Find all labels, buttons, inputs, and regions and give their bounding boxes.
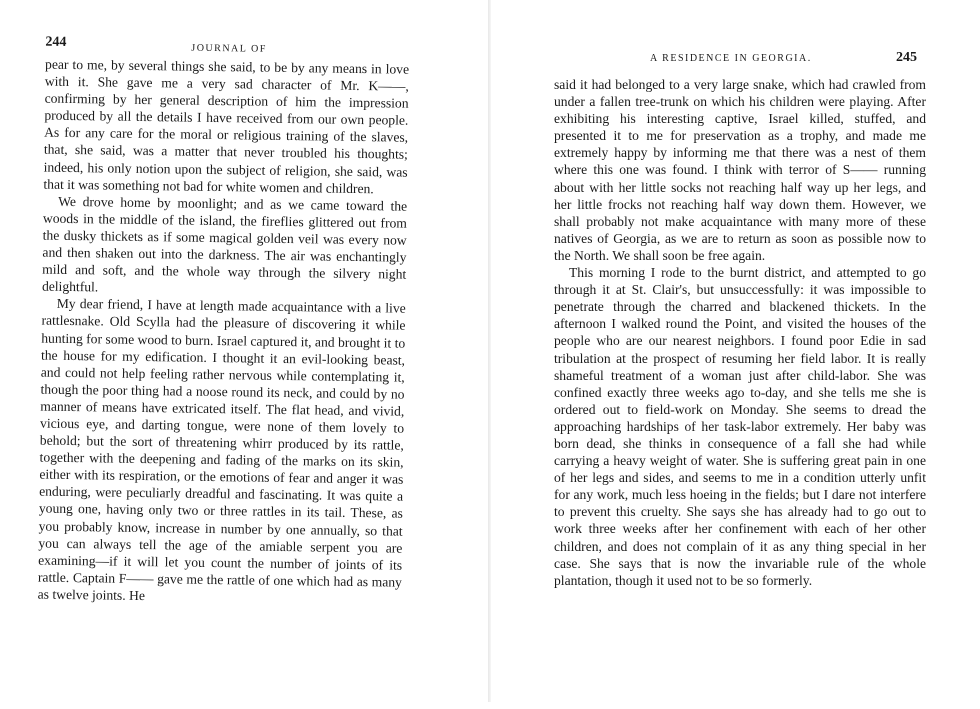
running-head: A RESIDENCE IN GEORGIA. <box>650 53 812 64</box>
paragraph: pear to me, by several things she said, to be by any means in love with it. She gave me a very sad character of Mr. K——, confirming by her general description of him the impression produced by all the details I have received from our own people. As for any care for the moral or religious training of the slaves, that, she said, was a matter that never troubled his thoughts; indeed, his only notion upon the subject of religion, she said, was that it was something not bad for white women and children. <box>43 56 410 196</box>
right-page <box>490 0 980 702</box>
paragraph: said it had belonged to a very large snake, which had crawled from under a fallen tree-trunk on which his children were playing. After exhibiting his interesting captive, Israel killed, stuffed, and presented it to me for preservation as a trophy, and made me extremely happy by informing me that there was a nest of them where this one was found. I think with terror of S—— running about with her little socks not reaching half way up her legs, and her little frocks not reaching half way down them. However, we shall probably not make acquaintance with many more of these natives of Georgia, as we are to return as soon as possible now to the North. We shall soon be free again. <box>554 77 926 263</box>
paragraph: My dear friend, I have at length made acquaintance with a live rattlesnake. Old Scylla had the pleasure of discovering it while hunting for some wood to burn. Israel captured it, and brought it to the house for my edification. I thought it an evil-looking beast, and could not help feeling rather nervous while contemplating it, though the poor thing had a noose round its neck, and could by no manner of means have extricated itself. The flat head, and vivid, vicious eye, and darting tongue, were none of them lovely to behold; but the sort of threatening whirr produced by its rattle, together with the deepening and fading of the marks on its skin, either with its respiration, or the emotions of fear and anger it was enduring, were peculiarly dreadful and fascinating. It was quite a young one, having only two or three rattles in its tail. These, as you probably know, increase in number by one annually, so that you can always tell the age of the amiable serpent you are examining—if it will let you count the number of joints of its rattle. Captain F—— gave me the rattle of one which had as many as twelve joints. He <box>37 296 406 603</box>
page-number: 245 <box>896 50 917 65</box>
paragraph: This morning I rode to the burnt district, and attempted to go through it at St. Clair's, but unsuccessfully: it was impossible to penetrate through the charred and blackened thickets. In the afternoon I walked round the Point, and visited the houses of the people who are our nearest neighbors. I found poor Edie in sad tribulation at the prospect of resuming her field labor. It is really shameful treatment of a woman just after child-labor. She was confined exactly three weeks ago to-day, and she tells me she is ordered out to field-work on Monday. She seems to dread the approaching hardships of her task-labor extremely. Her baby was born dead, she thinks in consequence of a fall she had while carrying a heavy weight of water. She is suffering great pain in one of her legs and sides, and seems to me in a condition utterly unfit for any work, much less hoeing in the fields; but I dare not interfere to prevent this cruelty. She says she has already had to go out to work three weeks after her confinement with each of her other children, and does not complain of it as any thing special in her case. She says that is now the invariable rule of the whole plantation, though it used not to be so formerly. <box>554 265 926 588</box>
page-body <box>38 56 410 608</box>
running-head: JOURNAL OF <box>191 42 267 55</box>
page-number: 244 <box>45 34 67 50</box>
paragraph: We drove home by moonlight; and as we came toward the woods in the middle of the island, the fireflies glittered out from the dusky thickets as if some magical golden veil was every now and then shaken out into the darkness. The air was enchantingly mild and soft, and the whole way through the silvery night delightful. <box>41 193 408 295</box>
page-body <box>554 76 926 589</box>
